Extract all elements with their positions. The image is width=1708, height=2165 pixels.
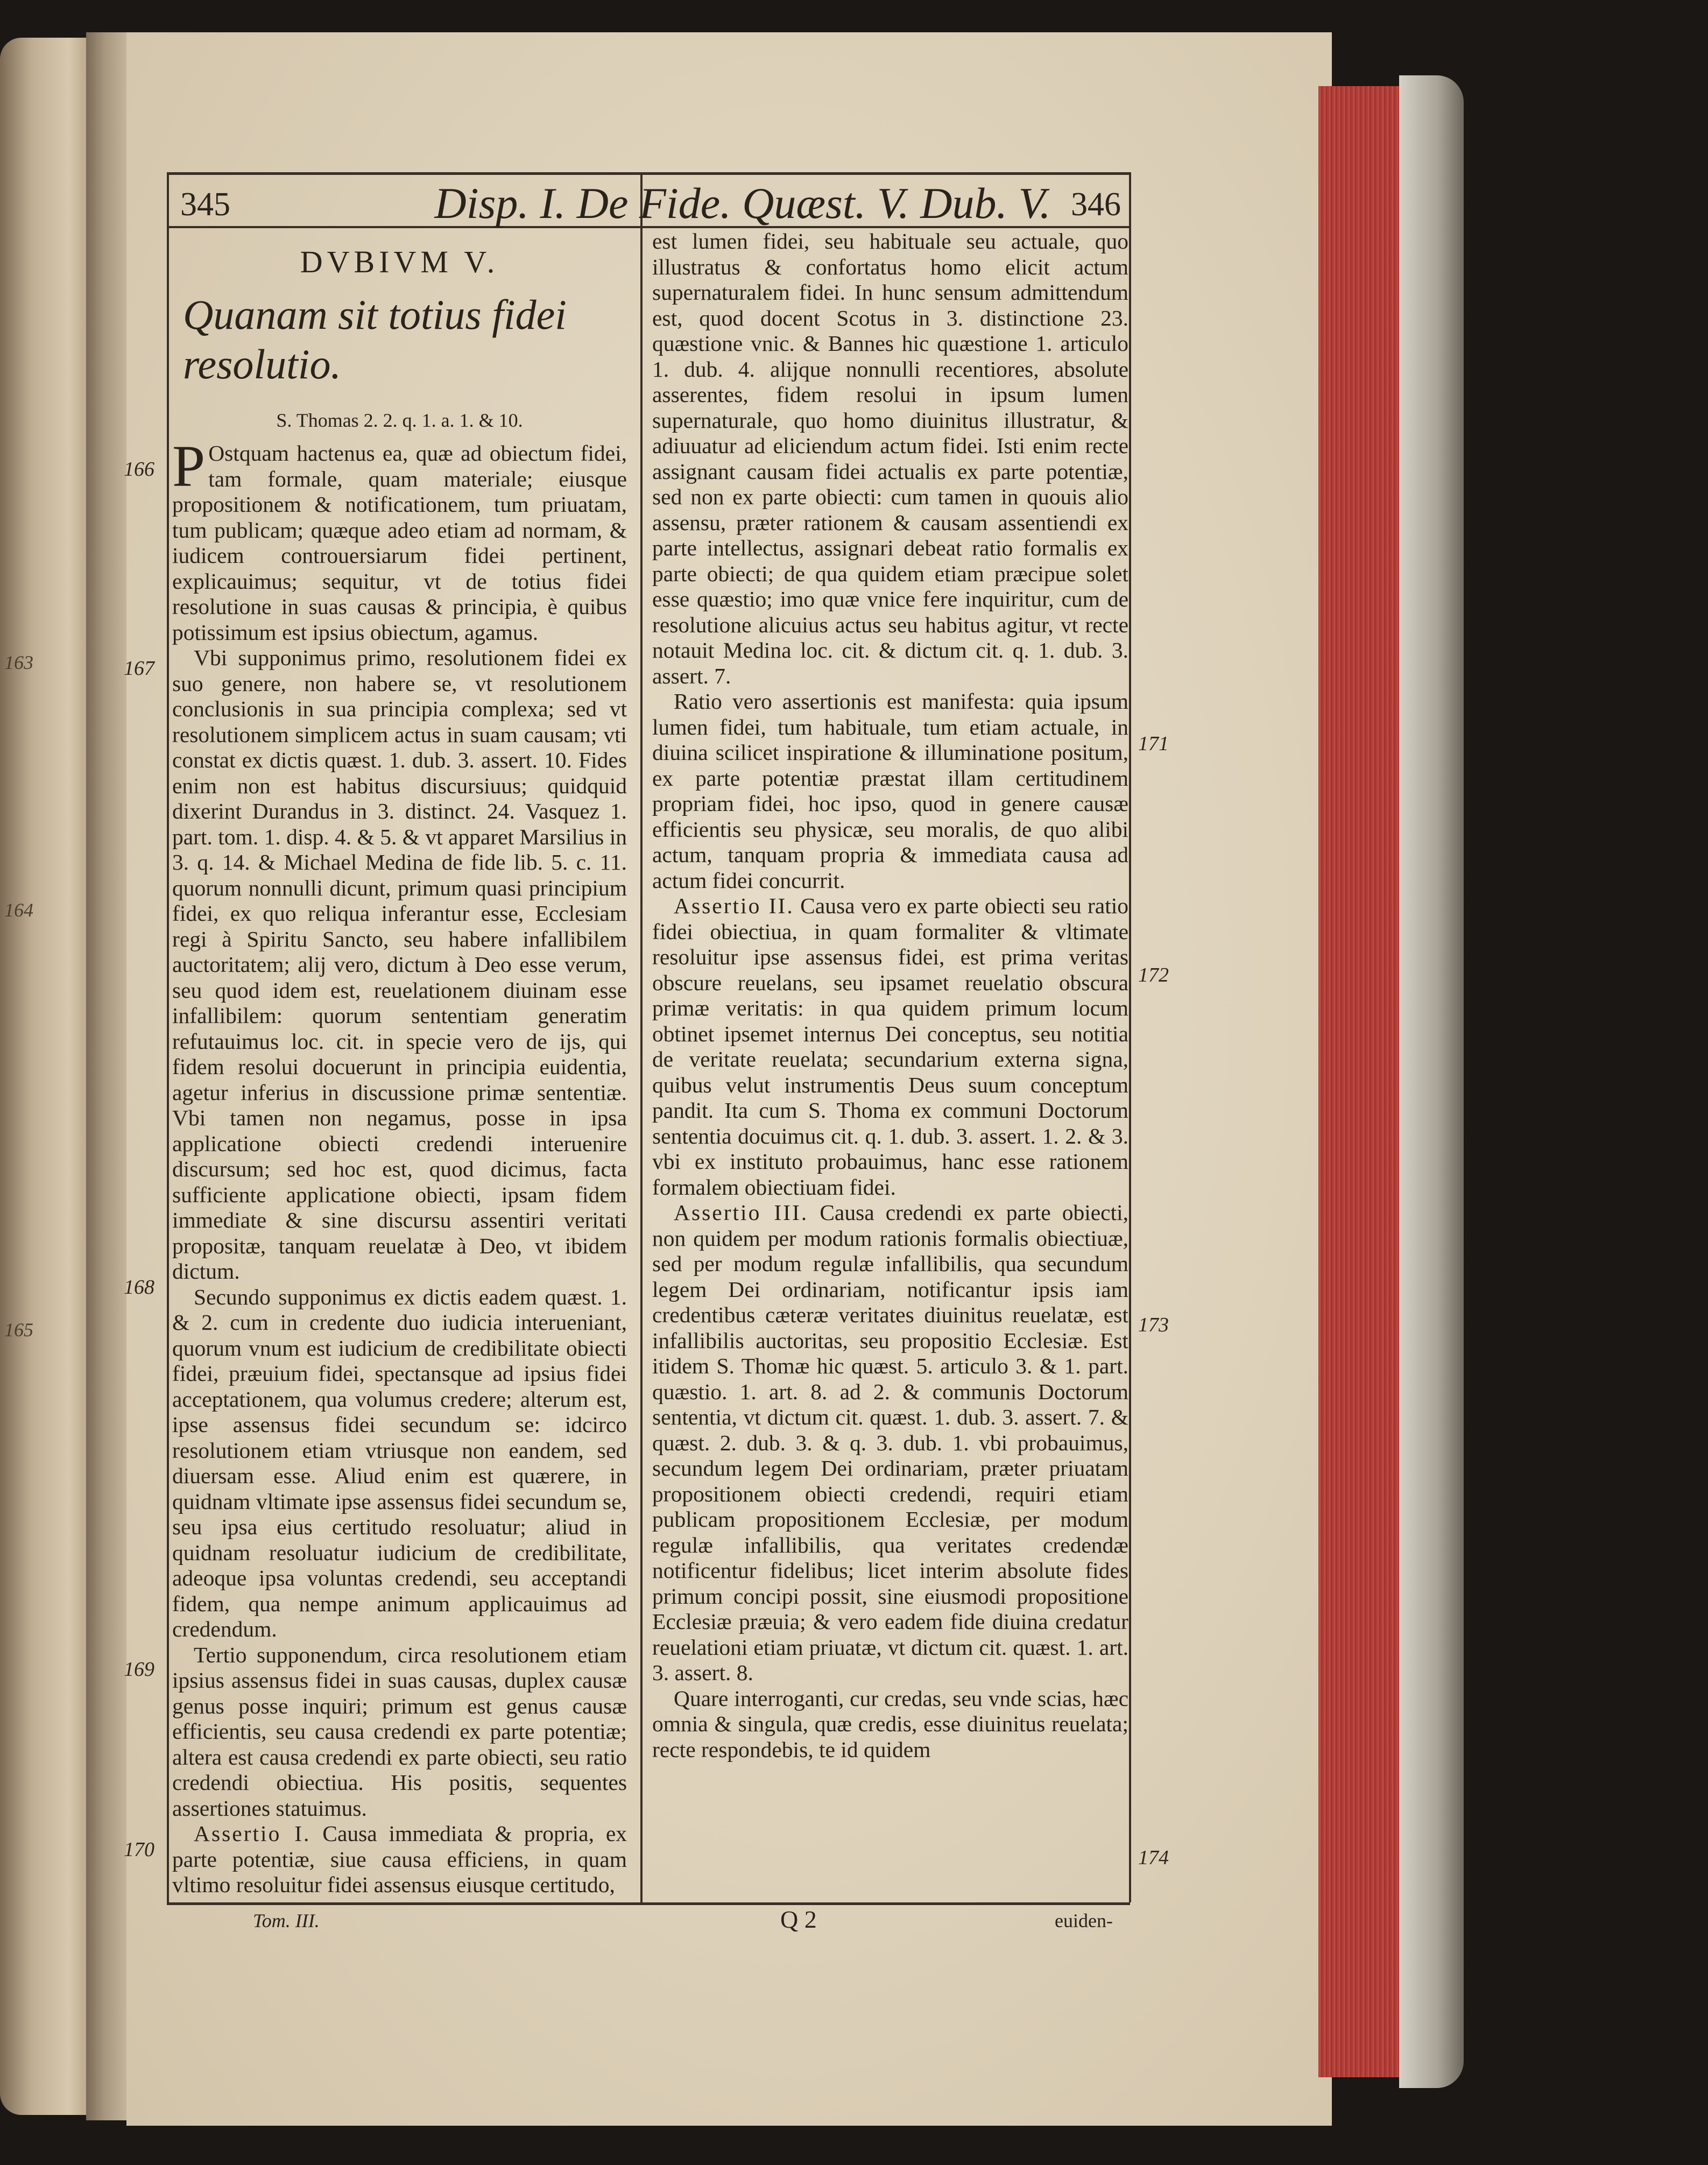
margin-number: 167 [124,657,154,680]
left-page-margin-number: 165 [4,1319,33,1341]
drop-cap: P [172,433,206,499]
paragraph: est lumen fidei, seu habituale seu actuale, quo illustratus & confortatus homo elicit actum supernaturalem fidei. In hunc sensum admittendum est, quod docent Scotus in 3. distinctione 23. quæstione vnic. & Bannes hic quæstione 1. articulo 1. dub. 4. alijque nonnulli recentiores, absolute asserentes, fidem resolui in ipsum lumen supernaturale, quo homo diuinitus illustratur, & adiuuatur ad eliciendum actum fidei. Isti enim recte assignant causam fidei actualis ex parte potentiæ, sed non ex parte obiecti: cum tamen in quouis alio assensu, præter rationem & causam assentiendi ex parte intellectus, assignari debeat ratio formalis ex parte obiecti; de qua quidem etiam præcipue solet esse quæstio; imo quæ vnice fere inquiritur, cum de resolutione alicuius actus seu habitus agitur, vt recte notauit Medina loc. cit. & dictum cit. q. 1. dub. 3. assert. 7. [652,229,1128,688]
paragraph: Tertio supponendum, circa resolutionem etiam ipsius assensus fidei in suas causas, duplex causæ genus posse inquiri; primum est genus causæ efficientis, seu causa credendi ex parte potentiæ; altera est causa credendi ex parte obiecti, seu ratio credendi obiectiua. His positis, sequentes assertiones statuimus. [172,1642,627,1821]
margin-number: 169 [124,1658,154,1681]
margin-number: 174 [1138,1846,1169,1869]
section-title: Quanam sit totius fidei resolutio. [183,291,567,387]
frame-right-rule [1129,172,1131,1902]
left-page-margin-number: 164 [4,899,33,921]
paragraph: Quare interroganti, cur credas, seu vnde scias, hæc omnia & singula, quæ credis, esse diuinitus reuelata; recte respondebis, te id quidem [652,1686,1128,1762]
assertio-label: Assertio III. [674,1200,809,1225]
page-number-left: 345 [180,186,230,223]
paragraph: Ratio vero assertionis est manifesta: quia ipsum lumen fidei, tum habituale, tum etiam actuale, in diuina scilicet inspiratione & illuminatione positum, ex parte potentiæ præstat illam certitudinem propriam fidei, hoc ipso, quod in genere causæ efficientis seu physicæ, seu moralis, de quo alibi actum, tanquam propria & immediata causa ad actum fidei concurrit. [652,689,1128,893]
right-column [652,229,1128,1762]
assertio-label: Assertio II. [674,893,794,918]
paragraph: Assertio II. Causa vero ex parte obiecti seu ratio fidei obiectiua, in quam formaliter & vltimate resoluitur ipse assensus fidei, est prima veritas obscure reuelans, seu ipsamet reuelatio obscura primæ veritatis: in qua quidem primum locum obtinet ipsemet internus Dei conceptus, seu notitia de veritate reuelata; secundarium externa signa, quibus velut instrumentis Deus suum conceptum pandit. Ita cum S. Thoma ex communi Doctorum sententia docuimus cit. q. 1. dub. 3. assert. 1. 2. & 3. vbi ex instituto probauimus, hanc esse rationem formalem obiectiuam fidei. [652,893,1129,1200]
margin-number: 166 [124,458,154,481]
paragraph: P Ostquam hactenus ea, quæ ad obiectum fidei, tam formale, quam materiale; eiusque propositionem & notificationem, tum priuatam, tum publicam; quæque adeo etiam ad normam, & iudicem controuersiarum fidei pertinent, explicauimus; sequitur, vt de totius fidei resolutione in suas causas & principia, è quibus potissimum est ipsius obiectum, agamus. [172,433,627,645]
margin-number: 173 [1138,1314,1169,1336]
assertio-label: Assertio I. [194,1821,311,1846]
facing-left-page [0,38,91,2115]
margin-number: 171 [1138,732,1169,755]
margin-number: 170 [124,1838,154,1861]
frame-left-rule [167,172,169,1902]
footer-volume: Tom. III. [253,1910,320,1931]
source-reference: S. Thomas 2. 2. q. 1. a. 1. & 10. [276,410,523,431]
margin-number: 172 [1138,964,1169,986]
left-page-margin-number: 163 [4,652,33,673]
paragraph: Vbi supponimus primo, resolutionem fidei ex suo genere, non habere se, vt resolutionem conclusionis in sua principia complexa; sed vt resolutionem simplicem actus in suam causam; vti constat ex dictis quæst. 1. dub. 3. assert. 10. Fides enim non est habitus discursiuus; quidquid dixerint Durandus in 3. distinct. 24. Vasquez 1. part. tom. 1. disp. 4. & 5. & vt apparet Marsilius in 3. q. 14. & Michael Medina de fide lib. 5. c. 11. quorum nonnulli dicunt, primum quasi principium fidei, ex quo reliqua inferantur esse, Ecclesiam regi à Spiritu Sancto, seu habere infallibilem auctoritatem; alij vero, dictum à Deo esse verum, seu quod idem est, reuelationem diuinam esse infallibilem: quorum sententiam generatim refutauimus loc. cit. in specie vero de ijs, qui fidem resolui docuerunt in principia euidentia, agetur inferius in discussione primæ sententiæ. Vbi tamen non negamus, posse in ipsa applicatione obiecti credendi interuenire discursum; sed hoc est, quod dicimus, facta sufficiente applicatione obiecti, ipsam fidem immediate & sine discursu assentiri veritati propositæ, tanquam reuelatæ à Deo, vt ibidem dictum. [172,645,627,1284]
margin-number: 168 [124,1276,154,1299]
page-number-right: 346 [1071,186,1121,223]
book-cover-edge [1399,75,1464,2088]
footer-signature: Q 2 [780,1906,817,1933]
paragraph: Assertio I. Causa immediata & propria, ex parte potentiæ, siue causa efficiens, in quam vltimo resoluitur fidei assensus eiusque certitudo, [172,1821,627,1897]
running-title: Disp. I. De Fide. Quæst. V. Dub. V. [434,179,1051,228]
paragraph: Assertio III. Causa credendi ex parte obiecti, non quidem per modum rationis formalis obiectiuæ, sed per modum regulæ infallibilis, qua secundum legem Dei ordinariam, notificantur ipsis iam credentibus cæteræ veritates diuinitus reuelatæ, est infallibilis auctoritas, seu propositio Ecclesiæ. Est itidem S. Thomæ hic quæst. 5. articulo 3. & 1. part. quæstio. 1. art. 8. ad 2. & communis Doctorum sententia, vt dictum cit. quæst. 1. dub. 3. assert. 7. & quæst. 2. dub. 3. & q. 3. dub. 1. vbi probauimus, secundum legem Dei ordinariam, præter priuatam propositionem obiecti credendi, requiri etiam publicam propositionem Ecclesiæ, per modum regulæ infallibilis, qua veritates credendæ notificentur fidelibus; licet interim absolute fides primum concipi possit, sine eiusmodi propositione Ecclesiæ præuia; & vero eadem fide diuina credatur reuelationi etiam priuatæ, vt dictum cit. quæst. 1. art. 3. assert. 8. [652,1200,1129,1685]
column-divider-rule [640,172,643,1902]
left-column [172,239,627,1898]
section-heading: DVBIVM V. [300,244,499,279]
paragraph: Secundo supponimus ex dictis eadem quæst. 1. & 2. cum in credente duo iudicia interueniant, quorum vnum est iudicium de credibilitate obiecti fidei, præuium fidei, spectansque ad ipsius fidei acceptationem, qua volumus credere; alterum est, ipse assensus fidei secundum se: idcirco resolutionem etiam vtriusque non eandem, sed diuersam esse. Aliud enim est quærere, in quidnam vltimate ipse assensus fidei secundum se, seu ipsa eius certitudo resoluatur; aliud in quidnam resoluatur iudicium de credibilitate, adeoque ipsa voluntas credendi, seu acceptandi fidem, qua nempe animum applicauimus ad credendum. [172,1284,627,1641]
footer-catchword: euiden- [1055,1910,1113,1931]
